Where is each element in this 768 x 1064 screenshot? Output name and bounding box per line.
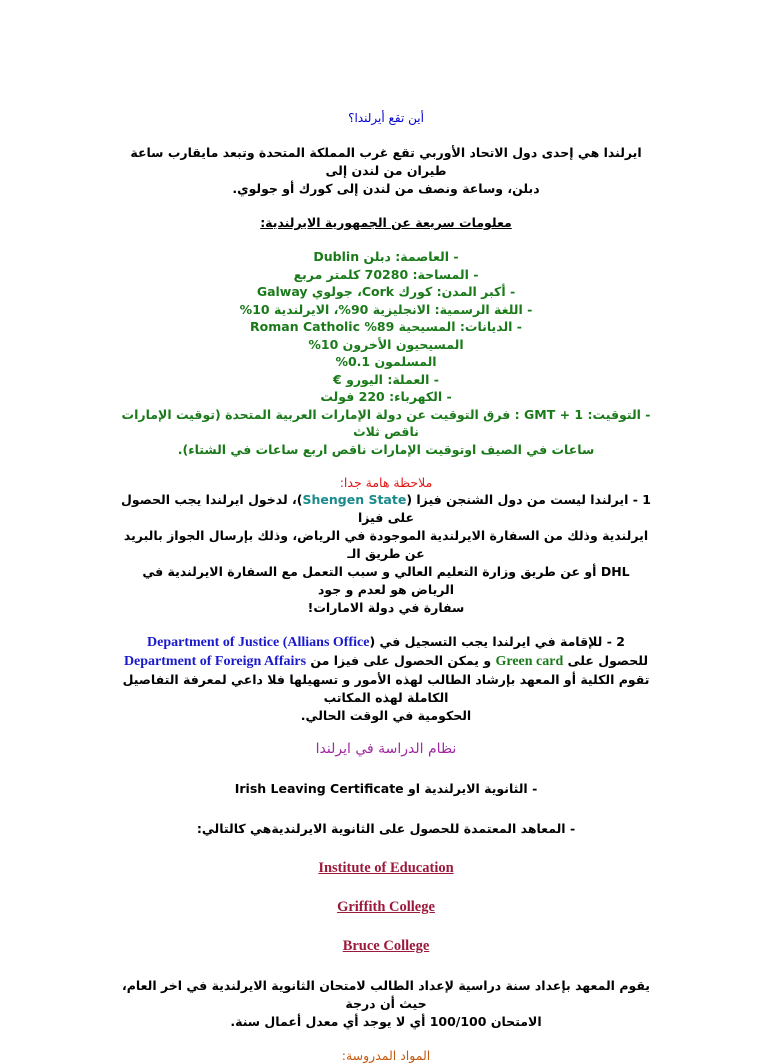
- prep-paragraph: [120, 977, 652, 1031]
- fact-cities: - أكبر المدن: كورك Cork، جولوي Galway: [256, 284, 516, 299]
- note-2-line-1: [120, 633, 652, 652]
- note-1-line-1: [120, 491, 652, 527]
- fact-time-line-2: ساعات في الصيف اوتوقيت الإمارات ناقص اربع ساعات في الشتاء).: [177, 441, 595, 457]
- facts-list: [120, 248, 652, 458]
- note-1-post: )، لدخول ايرلندا يجب الحصول على فيزا: [121, 492, 414, 525]
- intro-line-1: ايرلندا هي إحدى دول الاتحاد الأوربي تقع غرب المملكة المتحدة وتبعد مايقارب ساعة طيران من لندن إلى: [130, 145, 642, 178]
- note-2-line-3: تقوم الكلية أو المعهد بإرشاد الطالب لهذه الأمور و تسهيلها فلا داعي لمعرفة التفاصيل الكاملة لهذه المكاتب: [122, 672, 650, 705]
- schengen-term: Shengen State: [302, 492, 407, 507]
- where-title: أين تقع أيرلندا؟: [348, 111, 424, 125]
- griffith-college-link[interactable]: Griffith College: [337, 899, 435, 915]
- justice-department: Department of Justice (Allians Office: [147, 635, 370, 650]
- fact-electricity: - الكهرباء: 220 فولت: [320, 389, 452, 404]
- fact-religions: - الديانات: المسيحية 89% Roman Catholic: [250, 319, 522, 334]
- facts-title: معلومات سريعة عن الجمهورية الايرلندية:: [260, 215, 512, 230]
- fact-muslims: المسلمون 0.1%: [335, 354, 437, 369]
- note-1-line-4: سفارة في دولة الامارات!: [307, 600, 465, 615]
- prep-line-1: يقوم المعهد بإعداد سنة دراسية لإعداد الطالب لامتحان الثانوية الايرلندية في اخر العام، حيث أن درجة: [121, 978, 651, 1011]
- note-2-l2-pre: للحصول على: [563, 653, 649, 668]
- study-title: نظام الدراسة في ايرلندا: [315, 741, 457, 757]
- bruce-college-link[interactable]: Bruce College: [342, 938, 430, 954]
- green-card-term: Green card: [495, 654, 564, 669]
- intro-line-2: دبلن، وساعة ونصف من لندن إلى كورك أو جولوي.: [232, 181, 540, 196]
- fact-currency: - العملة: اليورو €: [333, 371, 439, 387]
- note-2-line-2: [120, 652, 652, 671]
- study-institutes-title: - المعاهد المعتمدة للحصول على الثانوية الايرلنديةهي كالتالي:: [196, 821, 576, 836]
- note-title: ملاحظة هامة جدا:: [339, 475, 433, 490]
- note-2-line-4: الحكومية في الوقت الحالي.: [300, 708, 472, 723]
- fact-capital: - العاصمة: دبلن Dublin: [313, 249, 459, 264]
- note-2-l2-mid: و يمكن الحصول على فيزا من: [306, 653, 496, 668]
- note-2: [120, 633, 652, 725]
- fact-time-line-1: - التوقيت: GMT + 1 : فرق التوقيت عن دولة الإمارات العربية المتحدة (توقيت الإمارات ناقص ثلاث: [121, 406, 651, 439]
- fact-other-christians: المسيحيون الأخرون 10%: [308, 336, 464, 352]
- fact-languages: - اللغة الرسمية: الانجليزية 90%، الايرلندية 10%: [239, 301, 533, 317]
- subjects-title: المواد المدروسة:: [341, 1048, 431, 1063]
- note-1-line-3: DHL أو عن طريق وزارة التعليم العالي و سبب التعمل مع السفارة الايرلندية في الرياض هو لعدم و جود: [142, 564, 630, 597]
- note-1: [120, 491, 652, 617]
- study-certificate: - الثانوية الايرلندية او Irish Leaving Certificate: [234, 781, 538, 796]
- fact-area: - المساحة: 70280 كلمتر مربع: [293, 266, 479, 282]
- foreign-affairs-department: Department of Foreign Affairs: [123, 654, 307, 669]
- prep-line-2: الامتحان 100/100 أي لا يوجد أي معدل أعمال سنة.: [230, 1014, 542, 1029]
- institute-of-education-link[interactable]: Institute of Education: [318, 860, 454, 876]
- note-2-pre: 2 - للإقامة في ايرلندا يجب التسجيل في (: [369, 634, 625, 649]
- note-1-pre: 1 - ايرلندا ليست من دول الشنجن فيزا (: [406, 492, 651, 507]
- note-1-line-2: ايرلندية وذلك من السفارة الايرلندية الموجودة في الرياض، وذلك بإرسال الجواز بالبريد عن طريق الـ: [123, 528, 649, 561]
- intro-paragraph: [120, 144, 652, 198]
- document-page: [120, 110, 652, 1064]
